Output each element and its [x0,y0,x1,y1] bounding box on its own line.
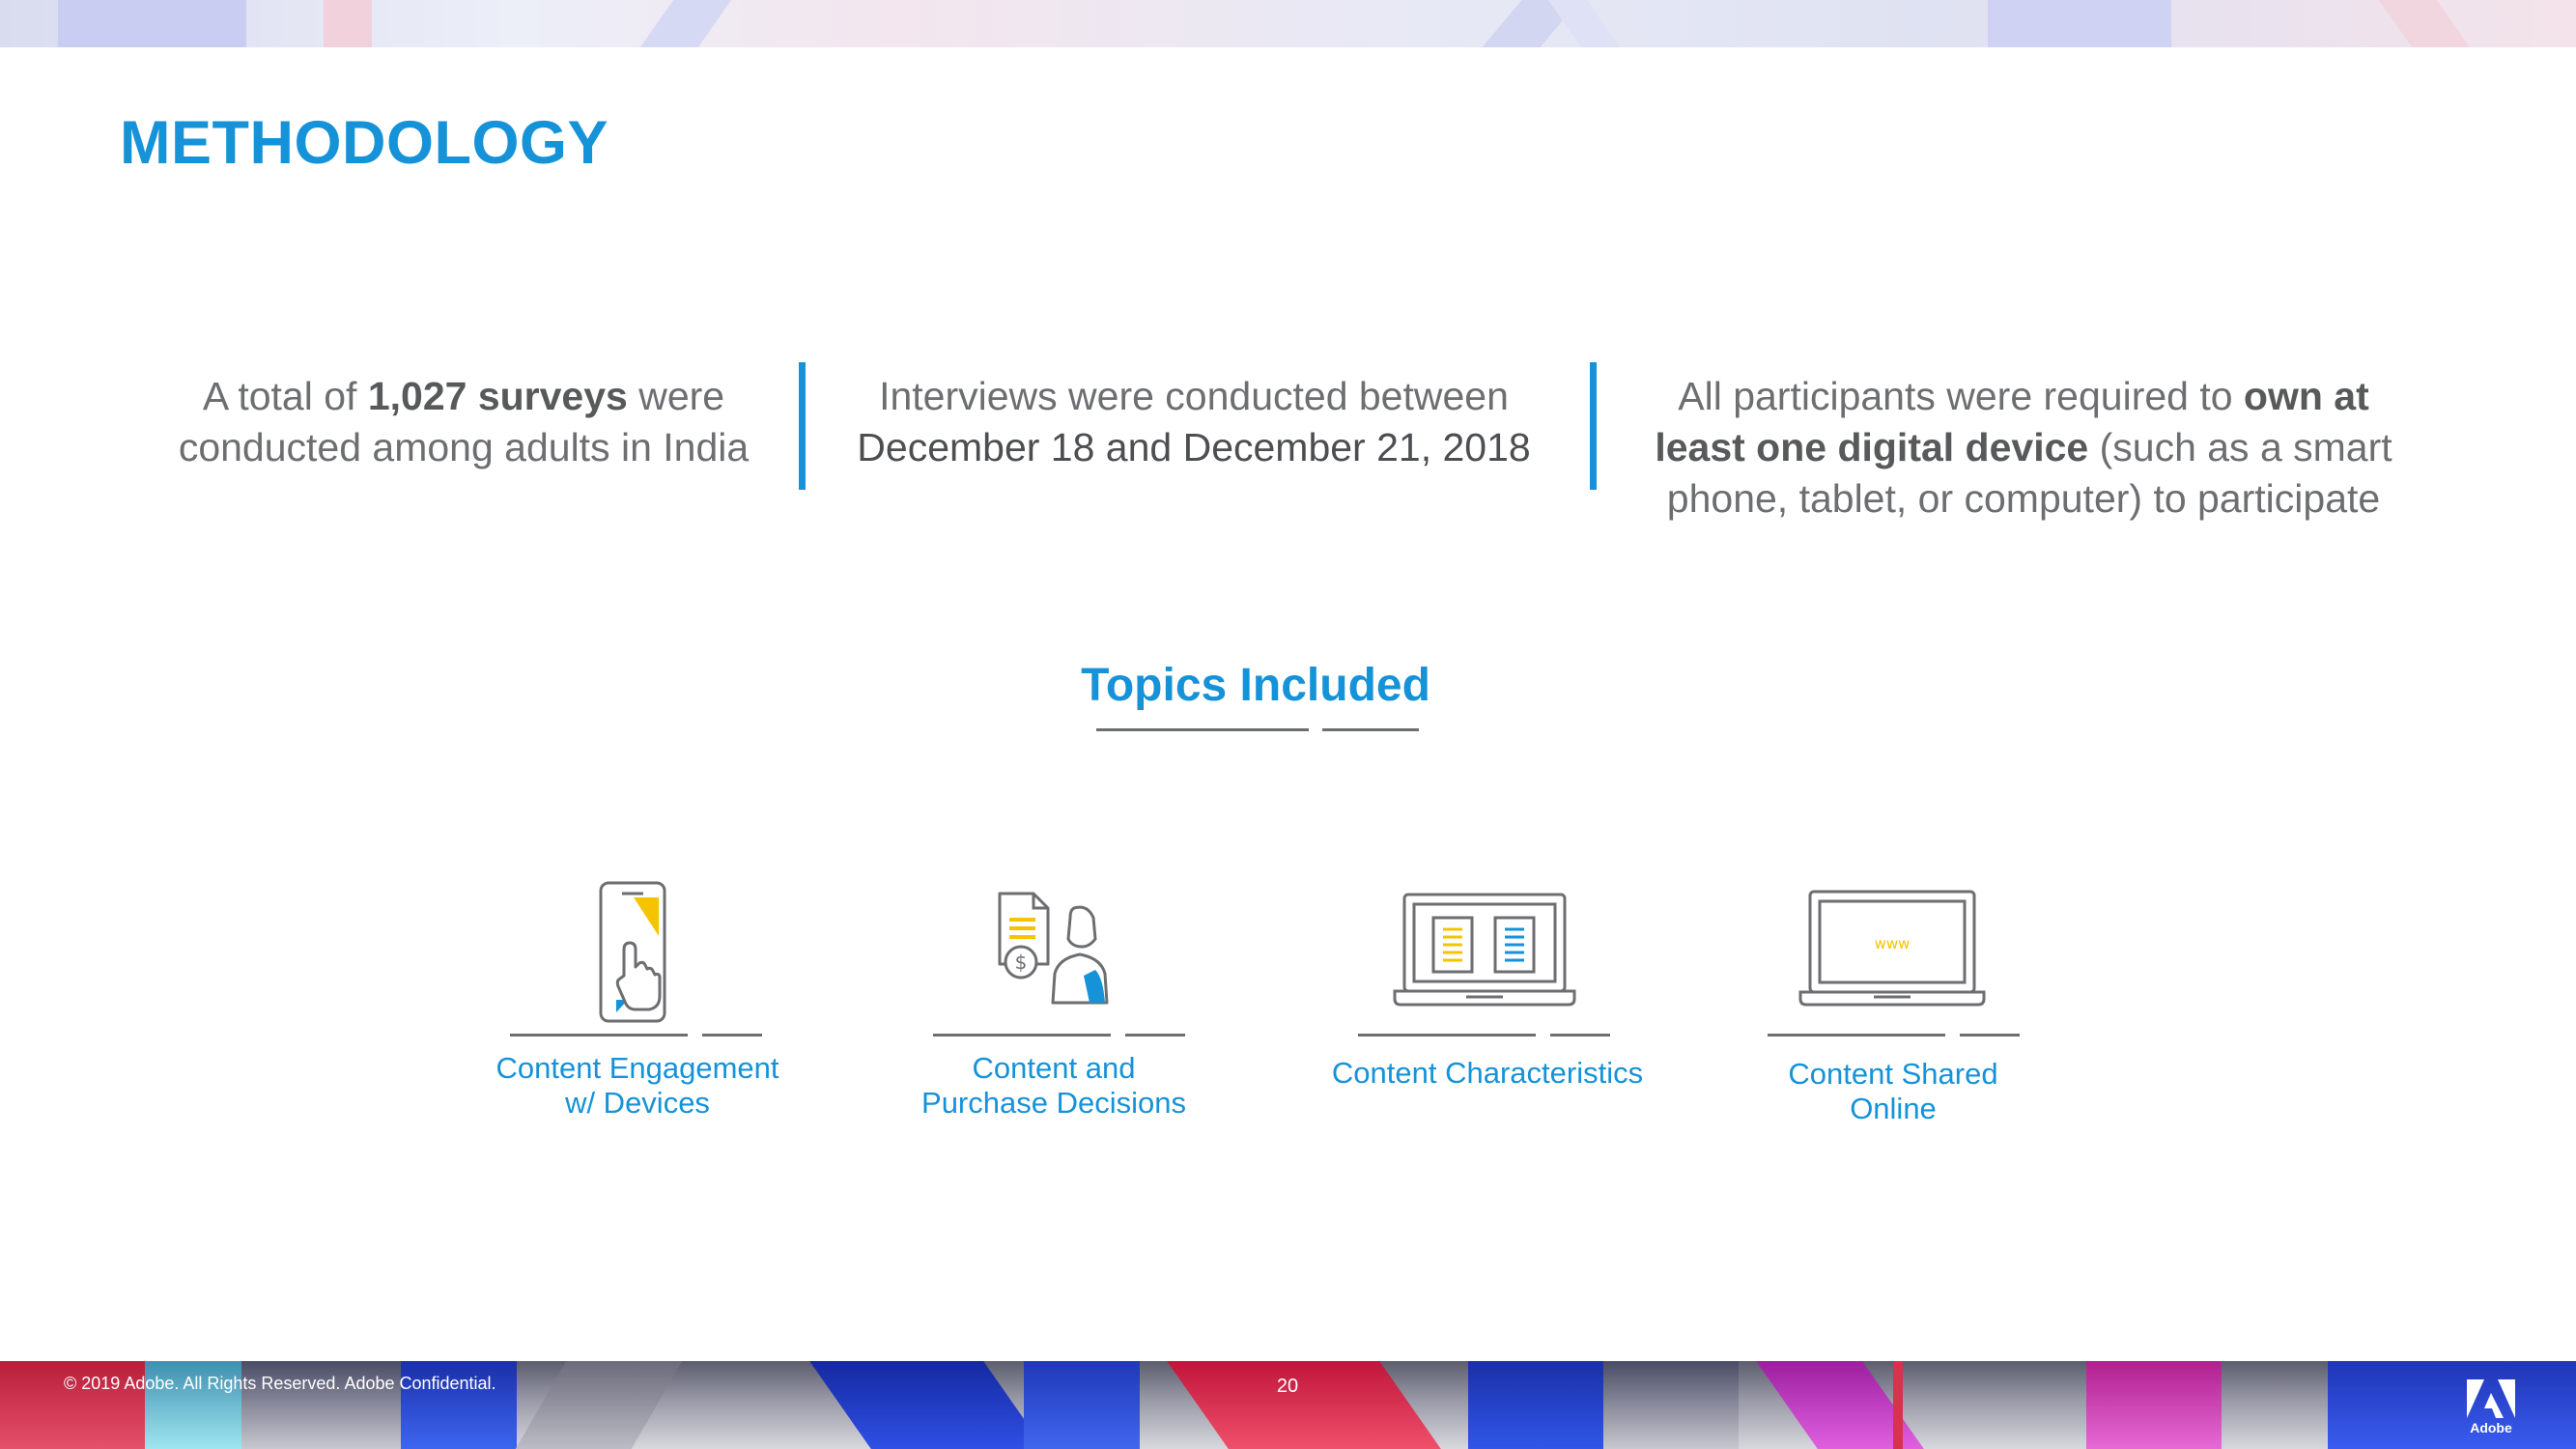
laptop-columns-icon [1391,889,1578,1009]
topic-underline [1358,1034,1536,1037]
stat-surveys: A total of 1,027 surveys were conducted among adults in India [178,374,750,469]
topic-underline [1960,1034,2020,1037]
topic-underline [933,1034,1111,1037]
adobe-logo-text: Adobe [2470,1420,2512,1435]
page-title: METHODOLOGY [120,109,609,177]
footer-copyright: © 2019 Adobe. All Rights Reserved. Adobe Confidential. [64,1374,496,1393]
divider-bar [799,362,806,490]
stat-participant-requirement: All participants were required to own at least one digital device (such as a smart phone, tablet, or computer) to participate [1655,374,2392,521]
page-number: 20 [1276,1376,1299,1397]
stat-interview-dates: Interviews were conducted between December 18 and December 21, 2018 [857,374,1531,469]
heading-underline [1096,728,1309,731]
topic-label-content-engagement: Content Engagement w/ Devices [495,1051,779,1120]
document-purchase-person-icon [995,889,1120,1009]
topic-underline [1125,1034,1185,1037]
laptop-www-icon [1798,889,1986,1009]
heading-underline [1322,728,1419,731]
topic-underline [1768,1034,1945,1037]
topic-underline [702,1034,762,1037]
topic-label-content-purchase: Content and Purchase Decisions [921,1051,1186,1120]
divider-bar [1590,362,1597,490]
svg-text:www: www [1874,935,1911,952]
topic-label-content-characteristics: Content Characteristics [1331,1056,1644,1090]
svg-text:$: $ [1014,951,1028,974]
topic-underline [510,1034,688,1037]
topic-underline [1550,1034,1610,1037]
topic-label-content-shared: Content Shared Online [1788,1057,1998,1125]
top-decorative-band [0,0,2576,47]
topics-heading: Topics Included [1081,660,1430,711]
smartphone-touch-icon [580,874,686,1024]
